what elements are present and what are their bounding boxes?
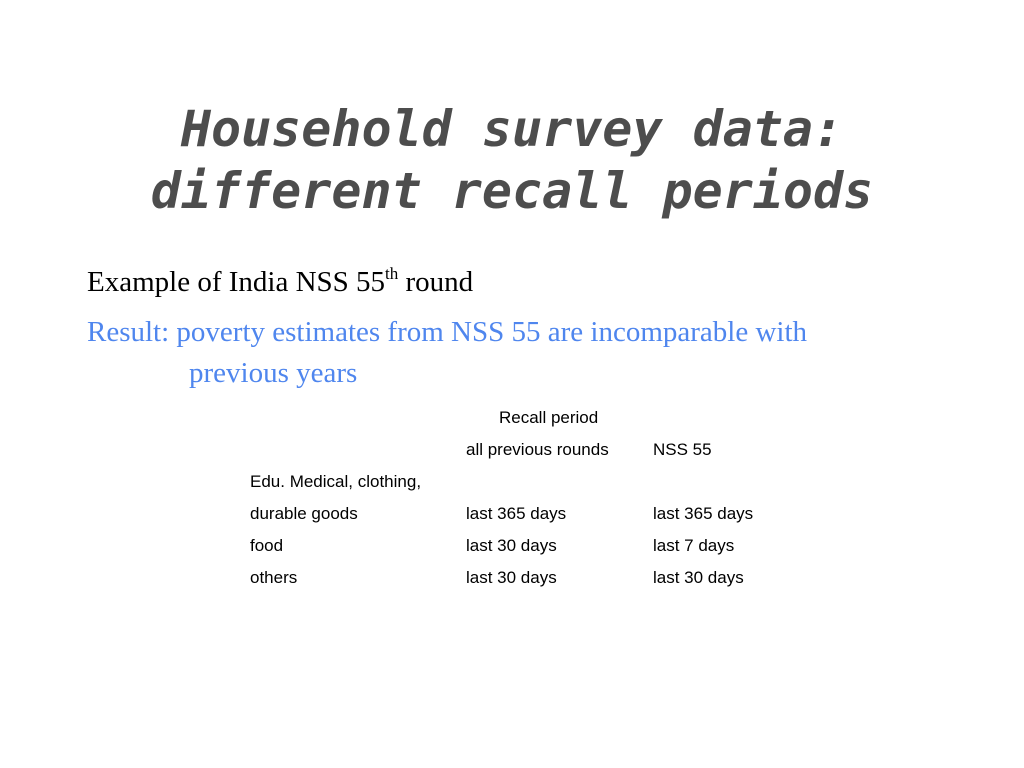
row-label: food [250,536,284,555]
row-value-previous: last 30 days [466,568,557,587]
col-header-previous-rounds: all previous rounds [466,440,609,459]
row-label: Edu. Medical, clothing, [250,472,422,491]
row-label: durable goods [250,504,358,523]
col-header-nss55: NSS 55 [653,440,712,459]
row-label: others [250,568,298,587]
table-group-header: Recall period [499,408,599,427]
bullet-result-line-1: Result: poverty estimates from NSS 55 are incomparable with [87,316,808,348]
row-value-previous: last 365 days [466,504,567,523]
title-line-1: Household survey data: [180,100,844,158]
bullet-example-suffix: round [398,266,474,298]
row-value-previous: last 30 days [466,536,557,555]
row-value-nss55: last 365 days [653,504,754,523]
bullet-example-text: Example of India NSS 55 [87,266,386,298]
row-value-nss55: last 7 days [653,536,735,555]
title-line-2: different recall periods [150,162,874,220]
bullet-result-line-2: previous years [189,357,358,389]
bullet-example-superscript: th [385,264,399,283]
row-value-nss55: last 30 days [653,568,744,587]
